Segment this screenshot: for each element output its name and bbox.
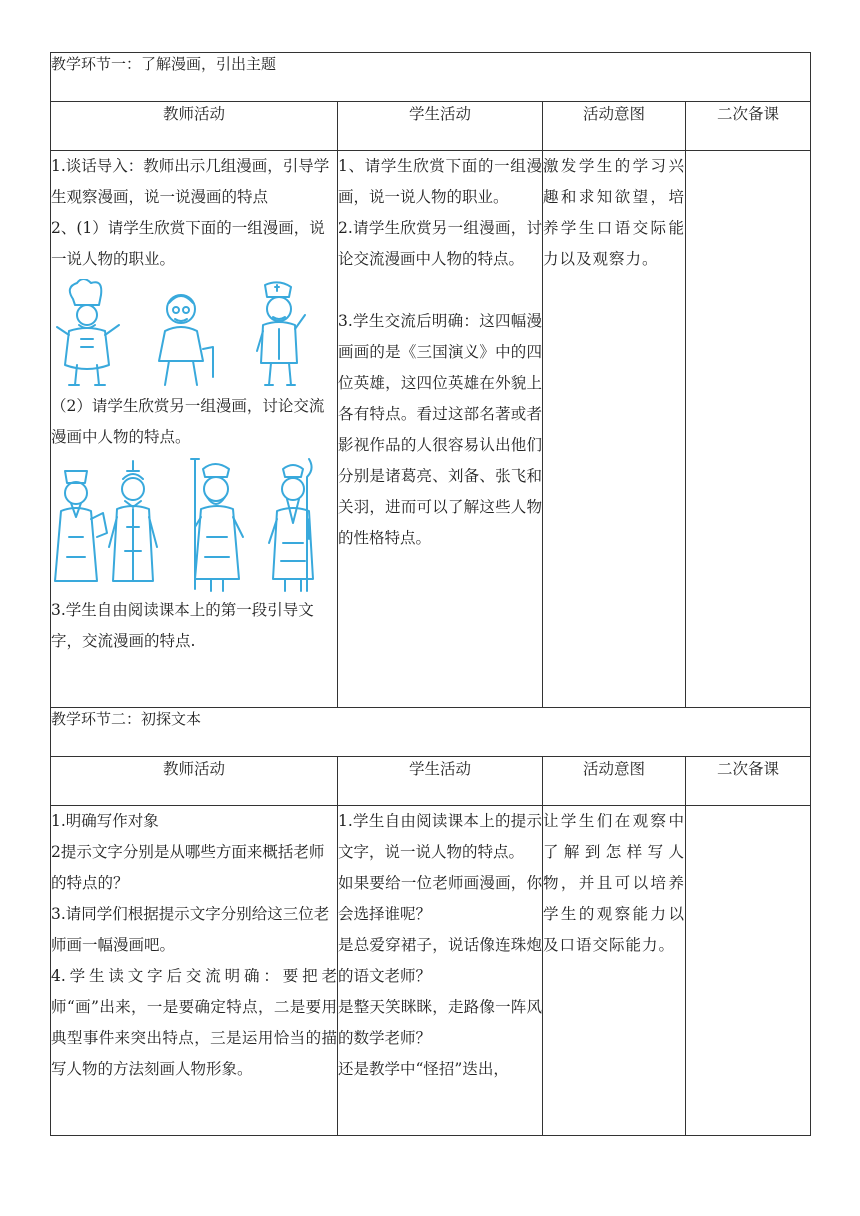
- header-second-prep-2: 二次备课: [686, 757, 811, 806]
- student2-line-2: 如果要给一位老师画漫画，你会选择谁呢？: [338, 874, 542, 923]
- chef-icon: [57, 279, 119, 385]
- section-2-student-cell: [338, 806, 543, 1136]
- header-teacher-activity: 教师活动: [51, 102, 338, 151]
- section-2-header-row: [51, 757, 811, 806]
- student2-line-1: 1.学生自由阅读课本上的提示文字，说一说人物的特点。: [338, 812, 542, 861]
- heroes-illustration: [51, 457, 337, 595]
- section-2-body-row: [51, 806, 811, 1136]
- section-2-title: 教学环节二：初探文本: [51, 708, 811, 757]
- teacher2-step-3: 3.请同学们根据提示文字分别给这三位老师画一幅漫画吧。: [51, 905, 330, 954]
- zhang-fei-icon: [191, 459, 243, 591]
- section-1-body-row: [51, 151, 811, 708]
- section-2-teacher-cell: [51, 806, 338, 1136]
- header-student-activity-2: 学生活动: [338, 757, 543, 806]
- liu-bei-icon: [109, 461, 157, 581]
- teacher-step-1: 1.谈话导入：教师出示几组漫画，引导学生观察漫画，说一说漫画的特点: [51, 157, 330, 206]
- header-activity-intent-2: 活动意图: [543, 757, 686, 806]
- section-1-header-row: [51, 102, 811, 151]
- teacher-step-2b: （2）请学生欣赏另一组漫画，讨论交流漫画中人物的特点。: [51, 397, 325, 446]
- student2-line-4: 是整天笑眯眯，走路像一阵风的数学老师？: [338, 998, 542, 1047]
- header-second-prep: 二次备课: [686, 102, 811, 151]
- student2-line-5: 还是教学中“怪招”迭出，: [338, 1060, 509, 1078]
- section-2-intent-cell: 让学生们在观察中了解到怎样写人物，并且可以培养学生的观察能力以及口语交际能力。: [543, 806, 686, 1136]
- student-step-1: 1、请学生欣赏下面的一组漫画，说一说人物的职业。: [338, 157, 542, 206]
- section-2-notes-cell: [686, 806, 811, 1136]
- section-1-title-row: [51, 53, 811, 102]
- lesson-plan-table: [50, 52, 811, 1136]
- teacher-step-3: 3.学生自由阅读课本上的第一段引导文字，交流漫画的特点.: [51, 601, 314, 650]
- student-step-2: 2.请学生欣赏另一组漫画，讨论交流漫画中人物的特点。: [338, 219, 542, 268]
- professions-illustration: [51, 279, 337, 391]
- section-1-title: 教学环节一：了解漫画，引出主题: [51, 53, 811, 102]
- student-step-3: 3.学生交流后明确：这四幅漫画画的是《三国演义》中的四位英雄，这四位英雄在外貌上各有特点。看过这部名著或者影视作品的人很容易认出他们分别是诸葛亮、刘备、张飞和关羽，进而可以了解这些人物的性格特点。: [338, 312, 542, 547]
- teacher2-step-2: 2提示文字分别是从哪些方面来概括老师的特点的？: [51, 843, 325, 892]
- teacher2-step-1: 1.明确写作对象: [51, 812, 159, 830]
- scholar-icon: [159, 295, 213, 385]
- header-activity-intent: 活动意图: [543, 102, 686, 151]
- section-2-title-row: [51, 708, 811, 757]
- doctor-icon: [257, 282, 305, 385]
- header-student-activity: 学生活动: [338, 102, 543, 151]
- zhuge-liang-icon: [55, 471, 107, 581]
- teacher2-step-4: 4.学生读文字后交流明确：要把老师“画”出来，一是要确定特点，二是要用典型事件来突出特点，三是运用恰当的描写人物的方法刻画人物形象。: [51, 967, 337, 1078]
- guan-yu-icon: [269, 459, 313, 591]
- section-1-student-cell: [338, 151, 543, 708]
- section-1-teacher-cell: [51, 151, 338, 708]
- section-1-notes-cell: [686, 151, 811, 708]
- section-1-intent-cell: 激发学生的学习兴趣和求知欲望，培养学生口语交际能力以及观察力。: [543, 151, 686, 708]
- header-teacher-activity-2: 教师活动: [51, 757, 338, 806]
- teacher-step-2: 2、(1）请学生欣赏下面的一组漫画，说一说人物的职业。: [51, 219, 325, 268]
- student2-line-3: 是总爱穿裙子，说话像连珠炮的语文老师？: [338, 936, 542, 985]
